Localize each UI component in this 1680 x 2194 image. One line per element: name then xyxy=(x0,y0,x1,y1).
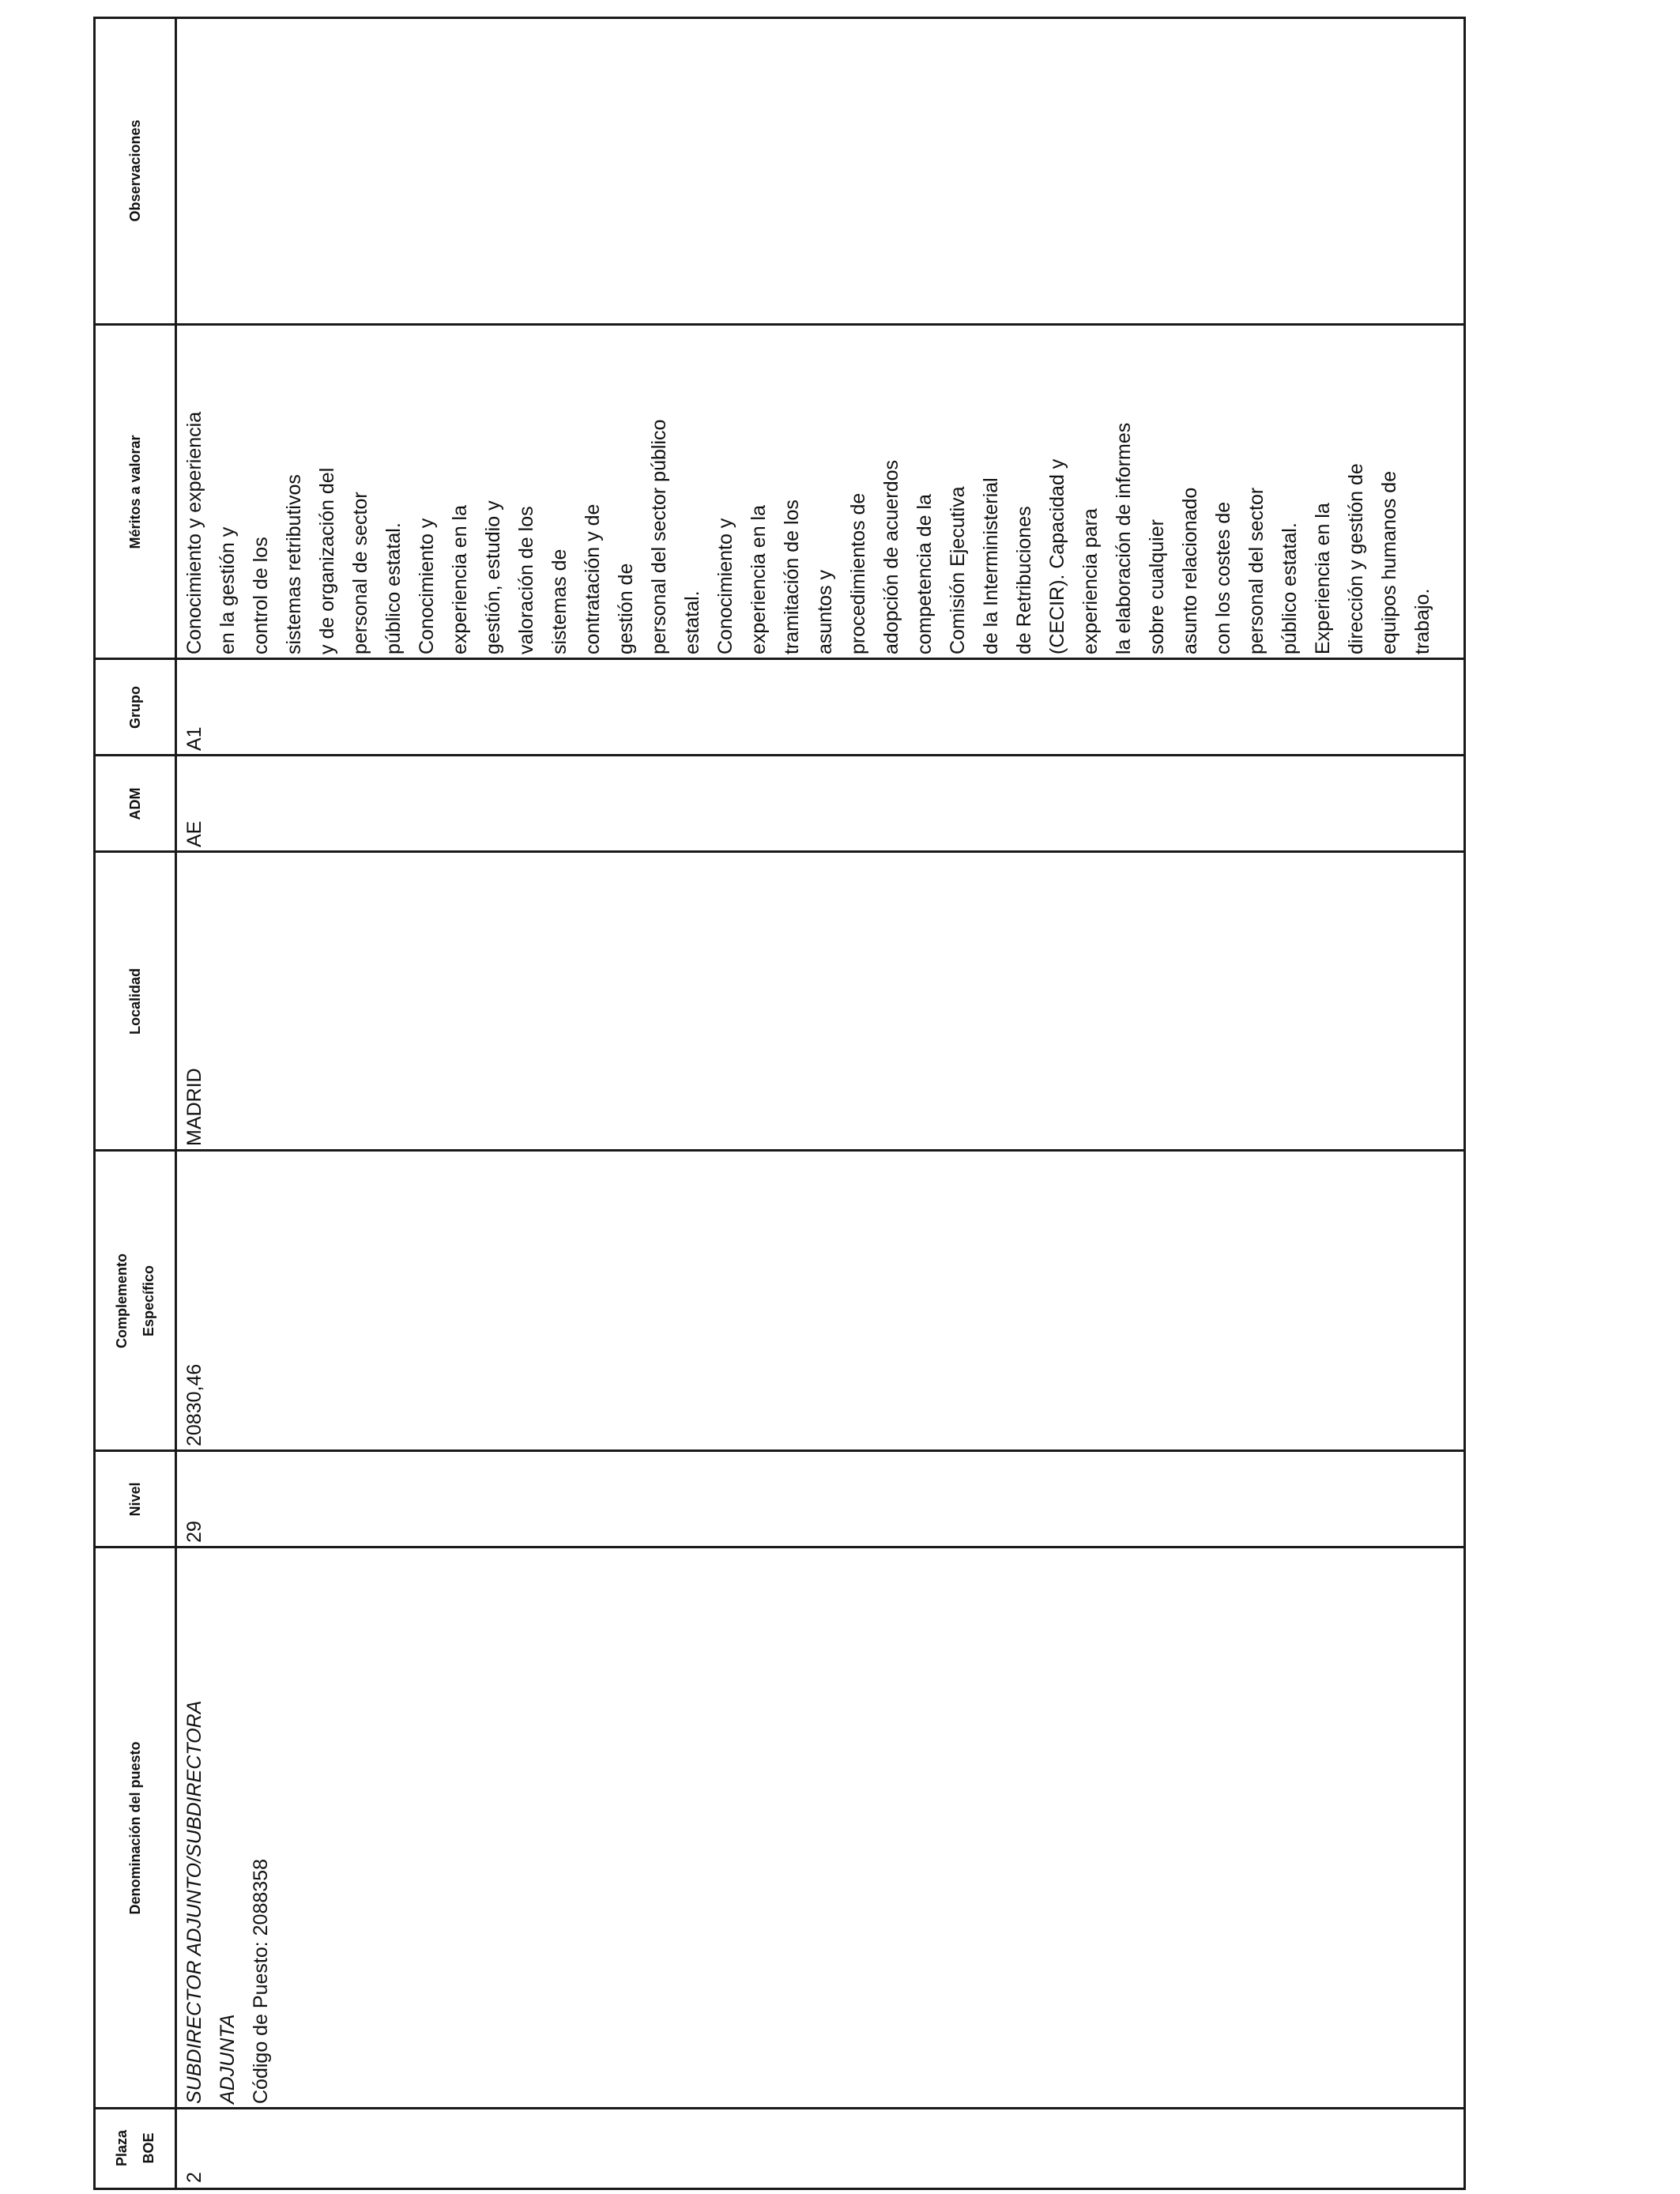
header-plaza-line2: BOE xyxy=(141,2132,156,2164)
header-complemento-line2: Específico xyxy=(141,1265,156,1337)
cell-observaciones xyxy=(175,17,1463,325)
merit-line: adopción de acuerdos xyxy=(880,459,902,654)
merit-line: sistemas de xyxy=(548,548,571,654)
table-header-row xyxy=(96,19,177,2188)
merit-line: la elaboración de informes xyxy=(1113,422,1135,654)
header-meritos: Méritos a valorar xyxy=(127,435,143,549)
merit-line: asunto relacionado xyxy=(1179,487,1201,654)
rotated-page xyxy=(0,6,1467,2194)
merit-line: sistemas retributivos xyxy=(283,474,305,654)
header-adm: ADM xyxy=(127,787,143,820)
puesto-name-line1: SUBDIRECTOR ADJUNTO/SUBDIRECTORA xyxy=(183,1700,205,2104)
merit-line: sobre cualquier xyxy=(1146,519,1168,654)
merit-line: y de organización del xyxy=(316,467,338,654)
cell-complemento: 20830,46 xyxy=(183,1363,205,1446)
puesto-name-line2: ADJUNTA xyxy=(217,2014,239,2104)
merit-line: Experiencia en la xyxy=(1312,503,1334,654)
table-row xyxy=(175,19,1463,2188)
merit-line: personal de sector xyxy=(349,492,371,654)
header-localidad: Localidad xyxy=(127,968,143,1035)
column-divider xyxy=(96,2107,1463,2109)
merit-line: gestión, estudio y xyxy=(482,500,504,654)
merit-line: experiencia en la xyxy=(449,504,471,654)
column-divider xyxy=(96,754,1463,756)
column-divider xyxy=(96,1449,1463,1452)
column-divider xyxy=(96,1149,1463,1152)
merit-line: (CECIR). Capacidad y xyxy=(1046,458,1068,654)
merit-line: gestión de xyxy=(615,563,637,654)
header-plaza-line1: Plaza xyxy=(114,2129,130,2167)
merit-line: estatal. xyxy=(681,590,703,654)
merit-line: Comisión Ejecutiva xyxy=(947,486,969,654)
header-observaciones: Observaciones xyxy=(127,119,143,222)
merit-line: experiencia para xyxy=(1079,508,1102,654)
merit-line: en la gestión y xyxy=(217,526,239,654)
header-nivel: Nivel xyxy=(127,1482,143,1517)
merit-line: Conocimiento y xyxy=(416,518,438,654)
merit-line: experiencia en la xyxy=(748,504,770,654)
column-divider xyxy=(96,1546,1463,1548)
merit-line: de Retribuciones xyxy=(1013,506,1035,654)
cell-adm: AE xyxy=(183,820,205,847)
merit-line: procedimientos de xyxy=(847,492,869,654)
cell-plaza: 2 xyxy=(183,2172,205,2183)
header-complemento-line1: Complemento xyxy=(114,1253,130,1349)
merit-line: personal del sector público xyxy=(648,419,670,654)
merit-line: con los costes de xyxy=(1212,501,1234,654)
header-complemento xyxy=(96,1151,175,1451)
merit-line: asuntos y xyxy=(814,569,836,654)
merit-line: Conocimiento y xyxy=(714,518,736,654)
merit-line: control de los xyxy=(250,537,272,654)
merit-line: tramitación de los xyxy=(781,499,803,654)
merit-line: personal del sector xyxy=(1245,487,1268,654)
header-denominacion: Denominación del puesto xyxy=(127,1741,143,1915)
column-divider xyxy=(96,323,1463,326)
merit-line: de la Interministerial xyxy=(980,477,1002,654)
puesto-code: Código de Puesto: 2088358 xyxy=(250,1859,272,2104)
column-divider xyxy=(96,850,1463,853)
cell-denominacion xyxy=(175,1547,1463,2109)
merit-line: público estatal. xyxy=(1279,522,1301,654)
cell-localidad: MADRID xyxy=(183,1068,205,1146)
header-grupo: Grupo xyxy=(127,686,143,729)
merit-line: dirección y gestión de xyxy=(1345,463,1367,654)
merit-line: valoración de los xyxy=(515,506,537,654)
header-plaza-boe xyxy=(96,2109,175,2188)
merit-line: público estatal. xyxy=(382,522,405,654)
merit-line: equipos humanos de xyxy=(1378,470,1400,654)
merit-line: trabajo. xyxy=(1411,588,1433,654)
merit-line: contratación y de xyxy=(582,503,604,654)
cell-grupo: A1 xyxy=(183,726,205,751)
merit-line: Conocimiento y experiencia xyxy=(183,411,205,654)
cell-meritos xyxy=(175,325,1463,659)
merit-line: competencia de la xyxy=(913,494,936,654)
cell-nivel: 29 xyxy=(183,1521,205,1543)
vacancy-table xyxy=(93,17,1466,2190)
column-divider xyxy=(96,658,1463,660)
